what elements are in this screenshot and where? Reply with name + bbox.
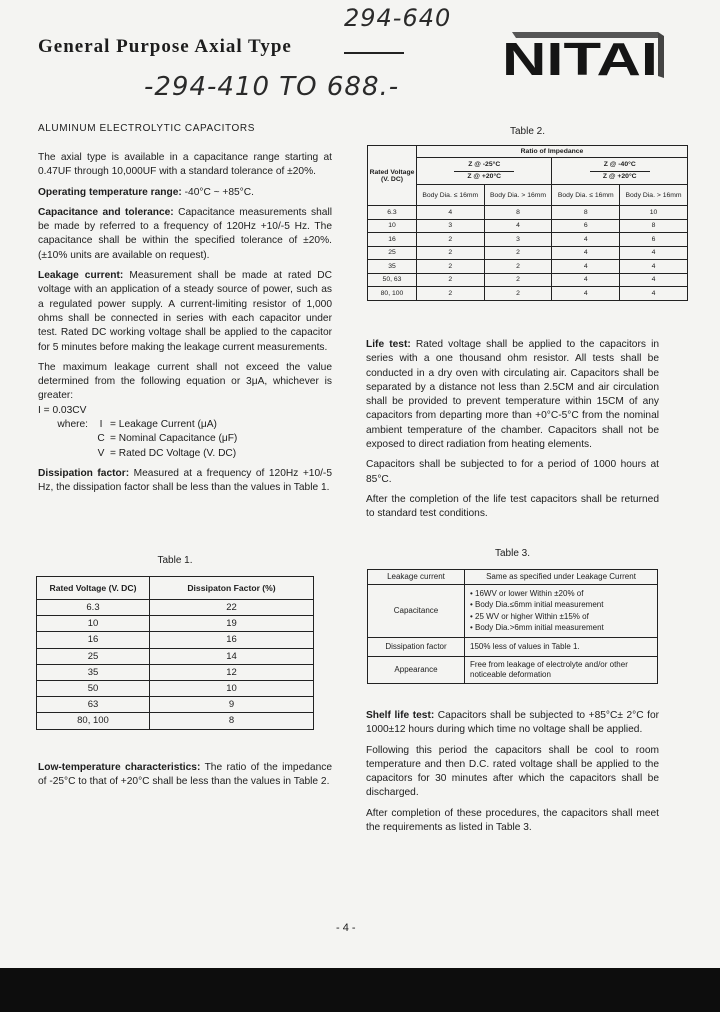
table-cell: 4 — [552, 260, 620, 274]
table2-group2-header — [552, 158, 688, 185]
group1-top: Z @ -25°C — [468, 161, 501, 168]
table-row — [368, 206, 688, 220]
table3-label: Appearance — [368, 656, 465, 683]
table-row — [368, 273, 688, 287]
page-number: - 4 - — [336, 922, 356, 934]
table-cell: 2 — [417, 246, 485, 260]
table-cell: 8 — [150, 713, 314, 729]
scan-edge-bar — [0, 968, 720, 1012]
dissipation-text: Measured at a frequency of 120Hz +10/-5 Hz, the dissipation factor shall be less than the values in Table 1. — [38, 467, 332, 494]
table1-header-df: Dissipaton Factor (%) — [150, 577, 314, 600]
table-cell: 10 — [150, 680, 314, 696]
formula-term — [38, 432, 332, 446]
table-cell: 25 — [37, 648, 150, 664]
table-cell: 35 — [37, 664, 150, 680]
table-row — [37, 616, 314, 632]
table-cell: 2 — [417, 273, 485, 287]
leakage-formula — [38, 404, 332, 461]
table-cell: 50, 63 — [368, 273, 417, 287]
life-test — [366, 338, 659, 452]
table-cell: 4 — [620, 273, 688, 287]
intro-paragraph: The axial type is available in a capacitance range starting at 0.47UF through 10,000UF with a standard tolerance of ±20%. — [38, 152, 332, 178]
table-cell: 8 — [484, 206, 552, 220]
table-row — [37, 680, 314, 696]
handwritten-part-range-top: 294-640 — [344, 4, 452, 32]
title-underline — [344, 52, 404, 54]
op-temp-value: -40°C ~ +85°C. — [184, 186, 254, 198]
table1 — [36, 576, 314, 730]
formula-equation: I = 0.03CV — [38, 404, 87, 416]
group2-top: Z @ -40°C — [603, 161, 636, 168]
table-cell: 6.3 — [368, 206, 417, 220]
table-cell: 50 — [37, 680, 150, 696]
brand-logo — [498, 28, 664, 82]
table2 — [367, 145, 688, 301]
table-cell: 10 — [37, 616, 150, 632]
left-column — [38, 151, 332, 496]
logo-side-face — [658, 32, 664, 78]
right-column-lower — [366, 709, 659, 835]
table-cell: 2 — [484, 246, 552, 260]
formula-meaning: = Rated DC Voltage (V. DC) — [110, 447, 237, 459]
table-row — [37, 632, 314, 648]
group1-bottom: Z @ +20°C — [454, 171, 514, 182]
table-cell: 2 — [484, 260, 552, 274]
table3-value: • 16WV or lower Within ±20% of • Body Dia.≤6mm initial measurement • 25 WV or higher Within ±15% of • Body Dia.>6mm initial measurement — [465, 584, 658, 637]
table-cell: 4 — [620, 246, 688, 260]
table2-group1-header — [417, 158, 552, 185]
table3-caption: Table 3. — [494, 548, 531, 559]
max-leakage-paragraph: The maximum leakage current shall not exceed the value determined from the following equation or 3μA, whichever is greater: — [38, 361, 332, 402]
cap-tol-text: Capacitance measurements shall be made by referred to a frequency of 120Hz +10/-5 Hz. The capacitance shall be within the specified tolerance of ±20%. (±10% units are available on request). — [38, 206, 332, 261]
following-paragraph: Following this period the capacitors shall be cool to room temperature and then D.C. rated voltage shall be applied to the capacitors for 30 minutes after which the capacitors shall be discharged. — [366, 744, 659, 799]
table-row — [37, 664, 314, 680]
table-cell: 4 — [552, 246, 620, 260]
table-cell: 4 — [620, 260, 688, 274]
low-temp-text: The ratio of the impedance of -25°C to that of +20°C shall be less than the values in Table 2. — [38, 762, 332, 788]
page-title: General Purpose Axial Type — [38, 36, 292, 57]
table-row — [37, 600, 314, 616]
table-cell: 2 — [484, 273, 552, 287]
table-cell: 10 — [620, 206, 688, 220]
table2-ratio-header: Ratio of Impedance — [417, 146, 688, 158]
life-test-text: Rated voltage shall be applied to the capacitors in series with a one thousand ohm resistor. All tests shall be conducted in a dry oven with circulating air. Capacitors shall be separated by a distance not less than 2.5CM and air circulation shall be provided to prevent temperature within 15CM of any capacitors from departing more than +0°C-5°C from the nominal ambient temperature of the chamber. Capacitors shall not be exposed to direct radiation from heating elements. — [366, 339, 659, 451]
table3-label: Dissipation factor — [368, 637, 465, 656]
leak-label: Leakage current: — [38, 270, 124, 282]
table2-rated-header: Rated Voltage (V. DC) — [368, 146, 417, 206]
table-row — [368, 287, 688, 301]
table2-caption: Table 2. — [509, 126, 546, 137]
table-cell: 80, 100 — [37, 713, 150, 729]
shelf-text: Capacitors shall be subjected to +85°C± 2°C for 1000±12 hours during which time no voltage shall be applied. — [366, 710, 660, 736]
table-row — [368, 233, 688, 247]
formula-where: where: — [57, 419, 88, 431]
formula-term — [38, 447, 332, 461]
formula-meaning: = Leakage Current (μA) — [110, 419, 217, 431]
table-cell: 4 — [484, 219, 552, 233]
table-cell: 4 — [620, 287, 688, 301]
formula-symbol: C — [97, 433, 105, 445]
table-cell: 2 — [484, 287, 552, 301]
table-cell: 80, 100 — [368, 287, 417, 301]
table-cell: 16 — [37, 632, 150, 648]
formula-symbol: I — [99, 419, 103, 431]
table-cell: 12 — [150, 664, 314, 680]
shelf-label: Shelf life test: — [366, 710, 435, 721]
life-period: Capacitors shall be subjected to for a period of 1000 hours at 85°C. — [366, 459, 659, 485]
life-test-label: Life test: — [366, 339, 411, 350]
table-cell: 2 — [417, 233, 485, 247]
table-cell: 2 — [417, 287, 485, 301]
table1-header-voltage: Rated Voltage (V. DC) — [37, 577, 150, 600]
formula-symbol: V — [97, 447, 105, 459]
table-row — [368, 219, 688, 233]
formula-meaning: = Nominal Capacitance (μF) — [110, 433, 238, 445]
table2-subheader: Body Dia. ≤ 16mm — [552, 185, 620, 206]
leakage-current — [38, 269, 332, 355]
table1-caption: Table 1. — [157, 555, 193, 566]
table-cell: 8 — [552, 206, 620, 220]
leak-text: Measurement shall be made at rated DC voltage with an application of a steady source of power, such as a regulated power supply. A current-limiting resistor of 1,000 ohms shall be connected in series with each capacitor under test. Rated DC working voltage shall be applied to the capacitor for 5 minutes before making the leakage current measurements. — [38, 270, 332, 353]
table3-label: Capacitance — [368, 584, 465, 637]
dissipation-label: Dissipation factor: — [38, 467, 130, 479]
table-cell: 2 — [417, 260, 485, 274]
table-cell: 14 — [150, 648, 314, 664]
life-after: After the completion of the life test capacitors shall be returned to standard test conditions. — [366, 493, 659, 520]
table-cell: 6 — [620, 233, 688, 247]
table-row — [37, 648, 314, 664]
handwritten-part-range: -294-410 TO 688.- — [144, 72, 400, 102]
table-row — [368, 246, 688, 260]
capacitance-tolerance — [38, 206, 332, 263]
table-cell: 9 — [150, 697, 314, 713]
table-cell: 16 — [150, 632, 314, 648]
group2-bottom: Z @ +20°C — [590, 171, 650, 182]
table-cell: 8 — [620, 219, 688, 233]
table-row — [368, 637, 658, 656]
table-cell: 35 — [368, 260, 417, 274]
table-row — [368, 584, 658, 637]
table-cell: 63 — [37, 697, 150, 713]
table-row — [368, 656, 658, 683]
formula-term — [38, 418, 332, 432]
table2-subheader: Body Dia. ≤ 16mm — [417, 185, 485, 206]
brand-name: NITAI — [502, 33, 658, 82]
table3-value: Same as specified under Leakage Current — [465, 570, 658, 585]
cap-tol-label: Capacitance and tolerance: — [38, 206, 174, 218]
table-cell: 6 — [552, 219, 620, 233]
section-heading: ALUMINUM ELECTROLYTIC CAPACITORS — [38, 123, 256, 134]
table-row — [37, 697, 314, 713]
table-cell: 10 — [368, 219, 417, 233]
table-cell: 4 — [552, 273, 620, 287]
right-column — [366, 338, 659, 522]
operating-temperature — [38, 186, 332, 200]
table-cell: 4 — [417, 206, 485, 220]
table-cell: 3 — [484, 233, 552, 247]
table-row — [368, 570, 658, 585]
table-row — [368, 260, 688, 274]
shelf-life-test — [366, 709, 659, 738]
table-row — [37, 713, 314, 729]
table-cell: 3 — [417, 219, 485, 233]
dissipation-factor — [38, 467, 332, 496]
low-temp-label: Low-temperature characteristics: — [38, 762, 201, 773]
op-temp-label: Operating temperature range: — [38, 186, 182, 198]
table3-value: 150% less of values in Table 1. — [465, 637, 658, 656]
table3-value: Free from leakage of electrolyte and/or other noticeable deformation — [465, 656, 658, 683]
table2-subheader: Body Dia. > 16mm — [620, 185, 688, 206]
table3 — [367, 569, 658, 684]
table-cell: 6.3 — [37, 600, 150, 616]
table-cell: 22 — [150, 600, 314, 616]
table-cell: 25 — [368, 246, 417, 260]
table-cell: 4 — [552, 233, 620, 247]
after-completion-paragraph: After completion of these procedures, the capacitors shall meet the requirements as listed in Table 3. — [366, 807, 659, 834]
table-cell: 4 — [552, 287, 620, 301]
table3-label: Leakage current — [368, 570, 465, 585]
table-cell: 16 — [368, 233, 417, 247]
table-cell: 19 — [150, 616, 314, 632]
table2-subheader: Body Dia. > 16mm — [484, 185, 552, 206]
low-temperature-characteristics — [38, 761, 332, 790]
